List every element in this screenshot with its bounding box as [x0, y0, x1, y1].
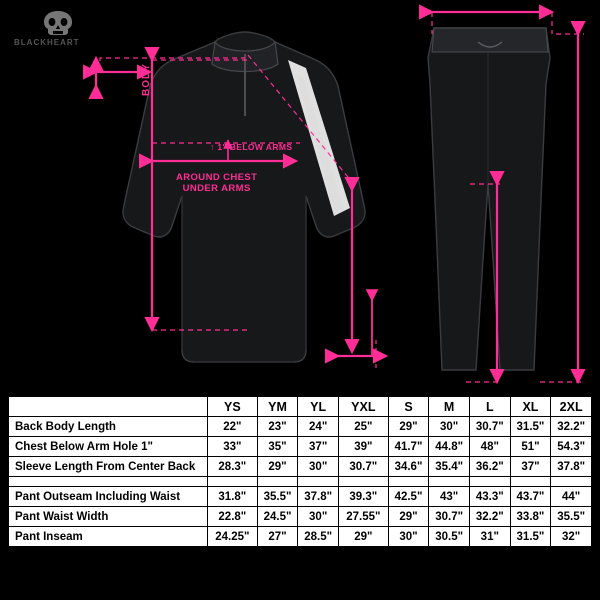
cell: 24" — [298, 417, 339, 437]
header-l: L — [469, 397, 510, 417]
cell: 43.7" — [510, 487, 551, 507]
cell: 22" — [208, 417, 258, 437]
cell: 30" — [298, 457, 339, 477]
cell: 32" — [551, 527, 592, 547]
header-yl: YL — [298, 397, 339, 417]
cell: 29" — [257, 457, 298, 477]
cell: 29" — [338, 527, 388, 547]
cell: 33.8" — [510, 507, 551, 527]
cell: 30.7" — [338, 457, 388, 477]
table-row — [9, 437, 592, 457]
cell: 37" — [298, 437, 339, 457]
cell: 35.5" — [551, 507, 592, 527]
cell: 44" — [551, 487, 592, 507]
cell: 30.5" — [429, 527, 470, 547]
table-row — [9, 507, 592, 527]
row-label: Sleeve Length From Center Back — [9, 457, 208, 477]
row-label: Pant Inseam — [9, 527, 208, 547]
cell: 35" — [257, 437, 298, 457]
cell: 27" — [257, 527, 298, 547]
spacer-cell — [338, 477, 388, 487]
cell: 48" — [469, 437, 510, 457]
cell: 31.8" — [208, 487, 258, 507]
cell: 37.8" — [551, 457, 592, 477]
spacer-cell — [429, 477, 470, 487]
header-m: M — [429, 397, 470, 417]
header-ys: YS — [208, 397, 258, 417]
header-2xl: 2XL — [551, 397, 592, 417]
cell: 31" — [469, 527, 510, 547]
cell: 32.2" — [551, 417, 592, 437]
size-chart-table-wrap — [8, 396, 592, 547]
brand-wordmark: BLACKHEART — [14, 38, 80, 47]
table-row — [9, 527, 592, 547]
spacer-cell — [469, 477, 510, 487]
table-row — [9, 457, 592, 477]
cell: 30.7" — [429, 507, 470, 527]
row-label: Back Body Length — [9, 417, 208, 437]
cell: 41.7" — [388, 437, 429, 457]
cell: 43" — [429, 487, 470, 507]
cell: 34.6" — [388, 457, 429, 477]
annotation-around-chest-line2: UNDER ARMS — [182, 183, 251, 194]
cell: 23" — [257, 417, 298, 437]
cell: 36.2" — [469, 457, 510, 477]
cell: 42.5" — [388, 487, 429, 507]
cell: 39.3" — [338, 487, 388, 507]
cell: 35.5" — [257, 487, 298, 507]
cell: 39" — [338, 437, 388, 457]
cell: 43.3" — [469, 487, 510, 507]
table-row — [9, 417, 592, 437]
spacer-cell — [388, 477, 429, 487]
table-header-row — [9, 397, 592, 417]
cell: 29" — [388, 507, 429, 527]
cell: 30.7" — [469, 417, 510, 437]
cell: 33" — [208, 437, 258, 457]
cell: 24.5" — [257, 507, 298, 527]
cell: 31.5" — [510, 527, 551, 547]
header-measurement — [9, 397, 208, 417]
row-label: Pant Waist Width — [9, 507, 208, 527]
header-yxl: YXL — [338, 397, 388, 417]
table-spacer-row — [9, 477, 592, 487]
annotation-around-chest — [176, 172, 257, 194]
annotation-below-arms: ↑ 1" BELOW ARMS — [210, 142, 293, 152]
cell: 29" — [388, 417, 429, 437]
cell: 32.2" — [469, 507, 510, 527]
header-ym: YM — [257, 397, 298, 417]
cell: 27.55" — [338, 507, 388, 527]
cell: 22.8" — [208, 507, 258, 527]
size-chart-table — [8, 396, 592, 547]
cell: 54.3" — [551, 437, 592, 457]
row-label: Chest Below Arm Hole 1" — [9, 437, 208, 457]
cell: 28.3" — [208, 457, 258, 477]
header-s: S — [388, 397, 429, 417]
row-label: Pant Outseam Including Waist — [9, 487, 208, 507]
cell: 30" — [298, 507, 339, 527]
cell: 25" — [338, 417, 388, 437]
cell: 35.4" — [429, 457, 470, 477]
spacer-cell — [208, 477, 258, 487]
spacer-cell — [510, 477, 551, 487]
cell: 51" — [510, 437, 551, 457]
cell: 30" — [429, 417, 470, 437]
spacer-cell — [298, 477, 339, 487]
header-xl: XL — [510, 397, 551, 417]
cell: 37.8" — [298, 487, 339, 507]
cell: 31.5" — [510, 417, 551, 437]
annotation-around-chest-line1: AROUND CHEST — [176, 172, 258, 183]
table-row — [9, 487, 592, 507]
cell: 37" — [510, 457, 551, 477]
annotation-body: BODY — [141, 63, 152, 96]
cell: 44.8" — [429, 437, 470, 457]
spacer-cell — [9, 477, 208, 487]
cell: 24.25" — [208, 527, 258, 547]
cell: 28.5" — [298, 527, 339, 547]
spacer-cell — [257, 477, 298, 487]
cell: 30" — [388, 527, 429, 547]
spacer-cell — [551, 477, 592, 487]
